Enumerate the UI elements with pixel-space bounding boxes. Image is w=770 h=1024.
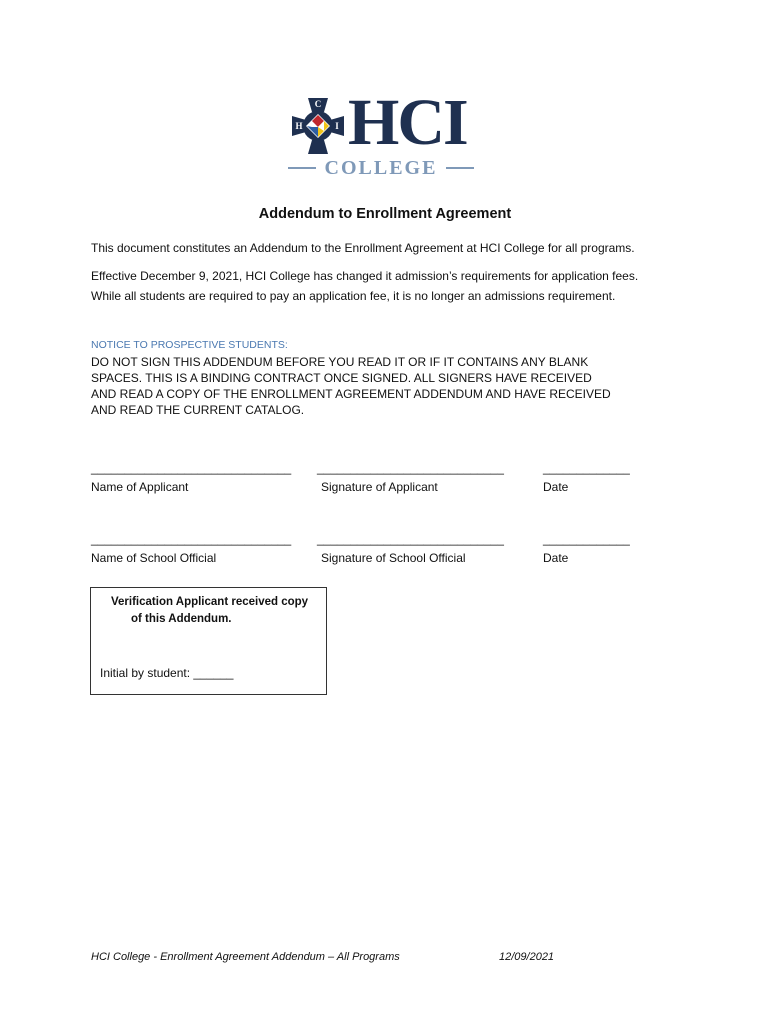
applicant-signature-line[interactable]: ____________________________	[317, 461, 504, 475]
official-signature-label: Signature of School Official	[321, 551, 466, 565]
official-signature-line[interactable]: ____________________________	[317, 532, 504, 546]
verification-box	[90, 587, 327, 695]
footer-title: HCI College - Enrollment Agreement Addendum – All Programs	[91, 951, 400, 963]
official-name-label: Name of School Official	[91, 551, 217, 565]
applicant-date-label: Date	[543, 480, 569, 494]
document-title: Addendum to Enrollment Agreement	[258, 206, 512, 222]
hci-college-logo	[286, 86, 476, 184]
official-name-line[interactable]: ______________________________	[91, 532, 292, 546]
notice-line: SPACES. THIS IS A BINDING CONTRACT ONCE SIGNED. ALL SIGNERS HAVE RECEIVED	[91, 371, 592, 385]
applicant-date-field[interactable]	[543, 461, 630, 495]
logo-subtitle: COLLEGE	[324, 157, 438, 179]
effective-line-1: Effective December 9, 2021, HCI College has changed it admission’s requirements for application fees.	[91, 269, 639, 283]
logo-subtitle-row	[288, 158, 474, 178]
intro-paragraph: This document constitutes an Addendum to the Enrollment Agreement at HCI College for all programs.	[91, 241, 635, 255]
applicant-name-field[interactable]	[91, 461, 291, 495]
notice-line: AND READ THE CURRENT CATALOG.	[91, 403, 305, 417]
logo-rule-left	[288, 167, 316, 169]
footer-date: 12/09/2021	[499, 951, 555, 963]
notice-line: DO NOT SIGN THIS ADDENDUM BEFORE YOU READ IT OR IF IT CONTAINS ANY BLANK	[91, 355, 589, 369]
applicant-name-line[interactable]: ______________________________	[91, 461, 292, 475]
verification-title-line-2: of this Addendum.	[131, 613, 232, 625]
applicant-date-line[interactable]: _____________	[543, 461, 630, 475]
effective-line-2: While all students are required to pay an application fee, it is no longer an admissions requirement.	[91, 289, 616, 303]
applicant-name-label: Name of Applicant	[91, 480, 189, 494]
emblem-letter-left: H	[295, 121, 303, 131]
notice-line: AND READ A COPY OF THE ENROLLMENT AGREEMENT ADDENDUM AND HAVE RECEIVED	[91, 387, 611, 401]
logo-wordmark: HCI	[348, 86, 467, 159]
official-signature-field[interactable]	[317, 532, 504, 566]
applicant-signature-field[interactable]	[317, 461, 504, 495]
notice-label: NOTICE TO PROSPECTIVE STUDENTS:	[91, 339, 288, 351]
notice-text	[91, 354, 651, 418]
official-date-label: Date	[543, 551, 569, 565]
official-date-line[interactable]: _____________	[543, 532, 630, 546]
student-initial-field[interactable]: Initial by student: ______	[100, 666, 234, 680]
effective-paragraph	[91, 266, 691, 306]
verification-title	[111, 594, 316, 628]
official-name-field[interactable]	[91, 532, 291, 566]
emblem-letter-top: C	[314, 99, 322, 109]
official-date-field[interactable]	[543, 532, 630, 566]
emblem-letter-right: I	[335, 121, 339, 131]
verification-title-line-1: Verification Applicant received copy	[111, 596, 309, 608]
logo-rule-right	[446, 167, 474, 169]
applicant-signature-label: Signature of Applicant	[321, 480, 438, 494]
maltese-cross-emblem-icon	[290, 96, 346, 156]
